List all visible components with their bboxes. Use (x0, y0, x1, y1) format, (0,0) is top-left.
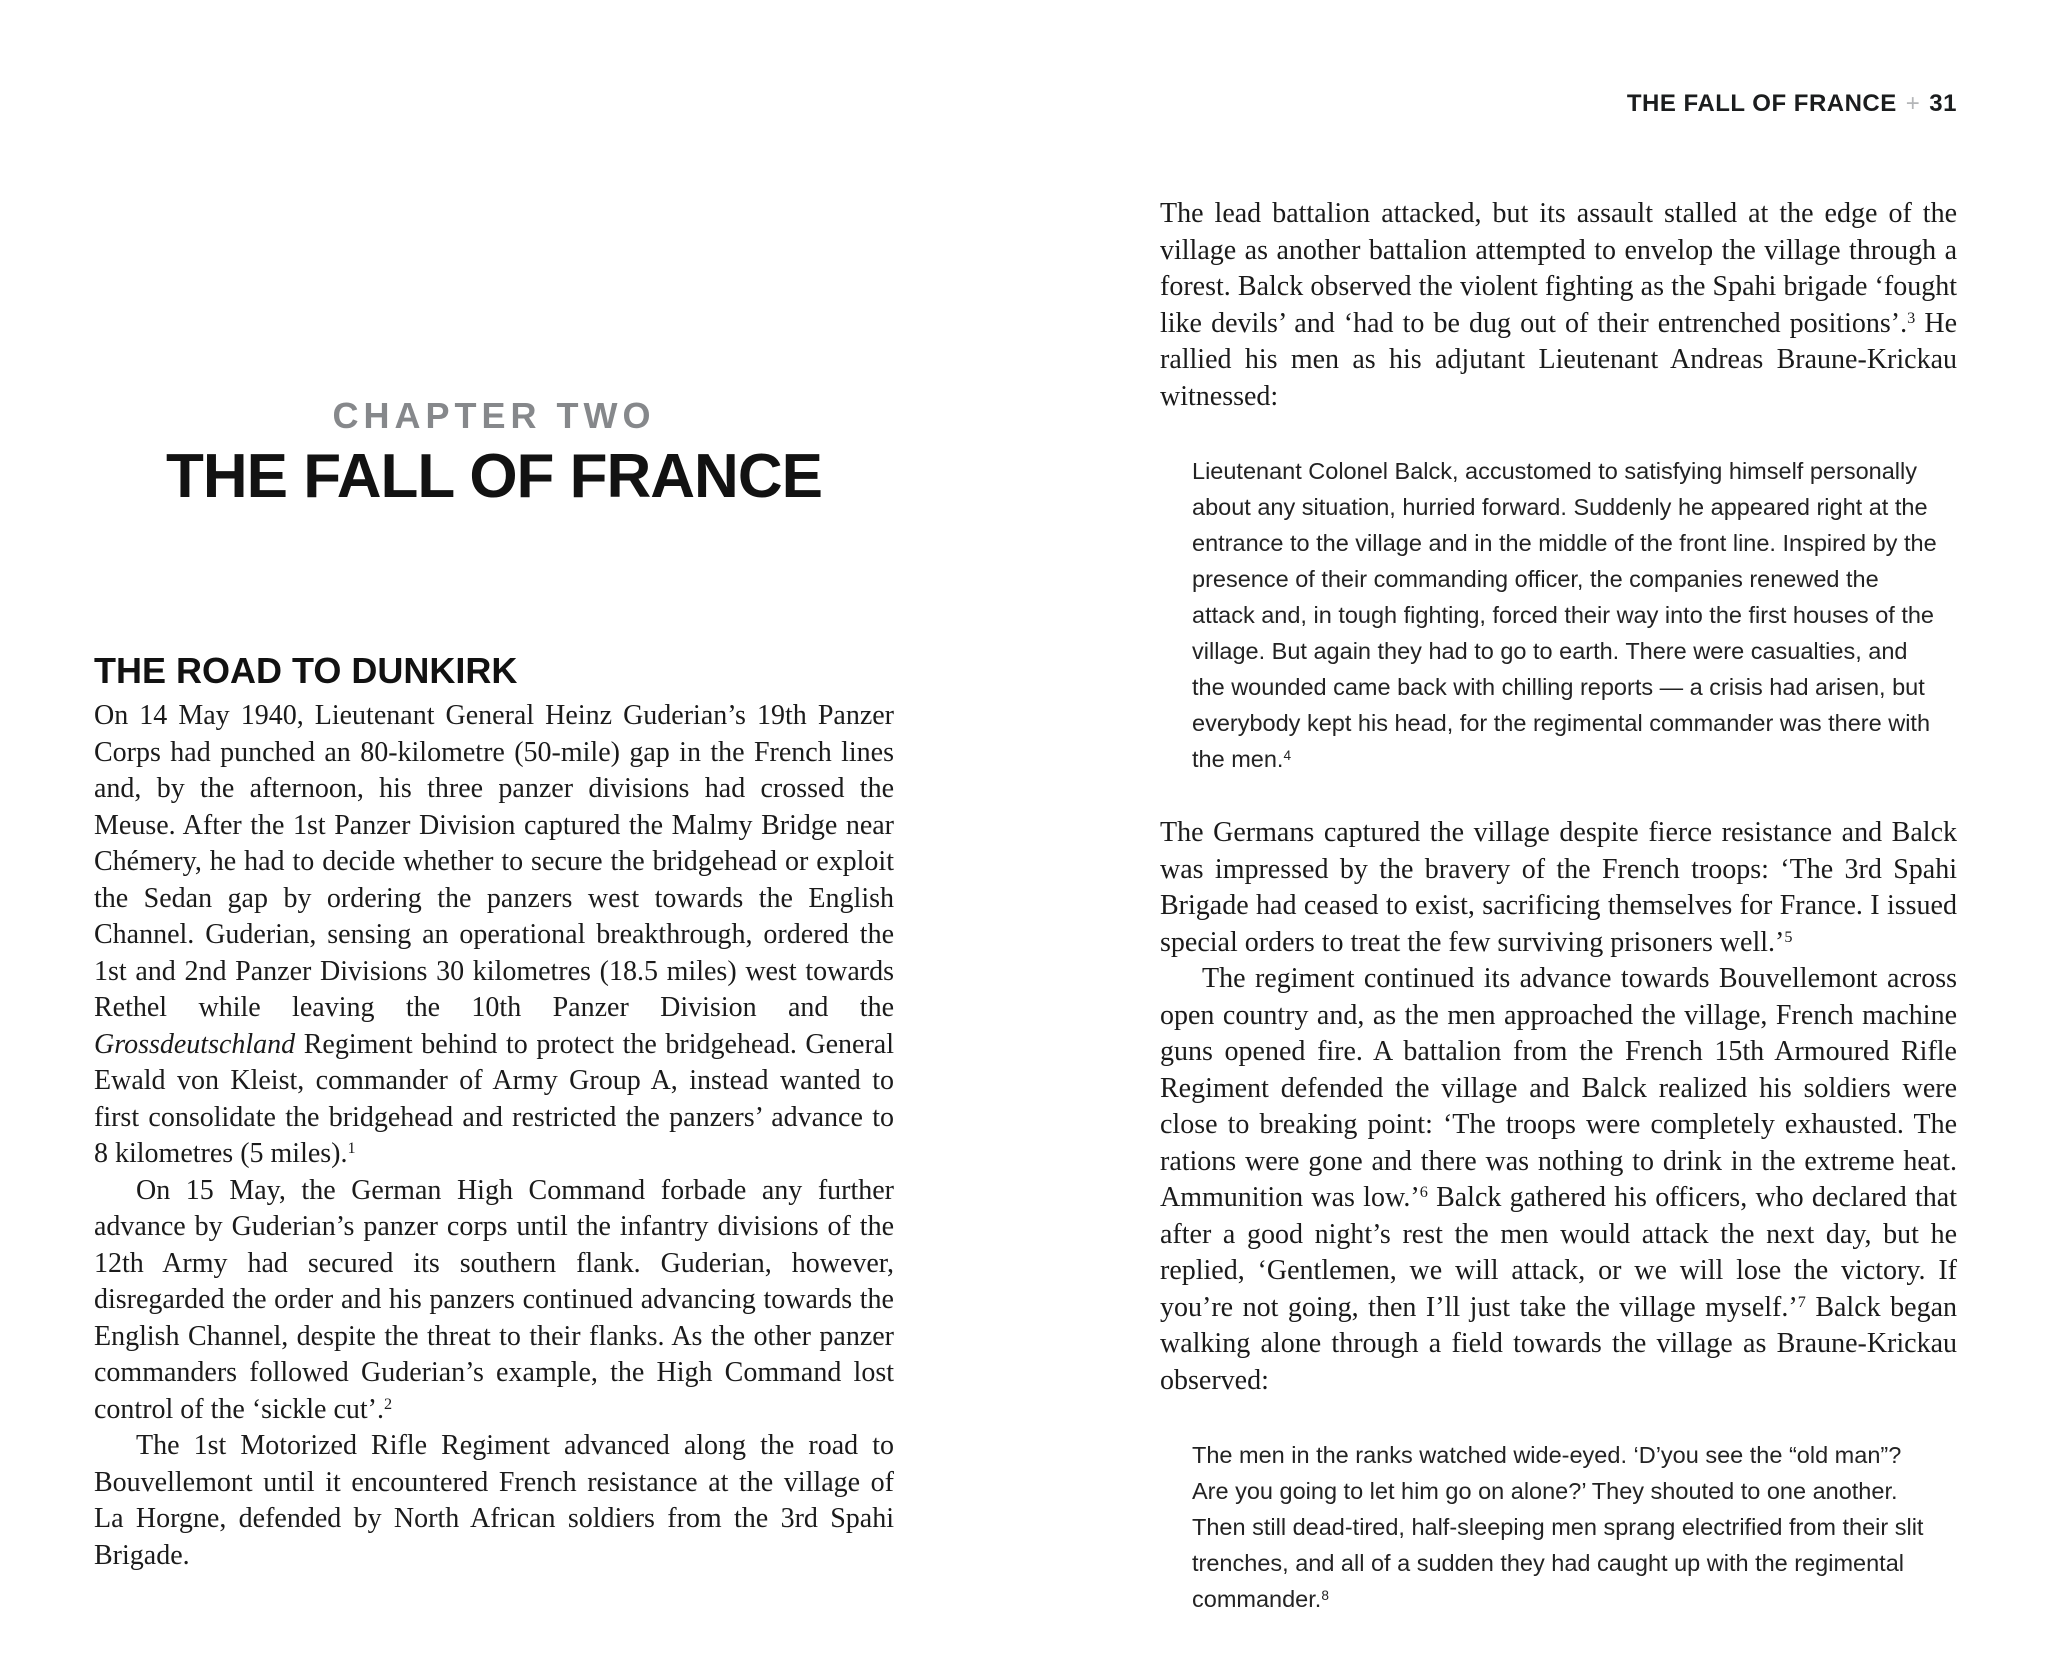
header-separator: + (1905, 90, 1921, 117)
italic-text: Grossdeutschland (94, 1028, 296, 1060)
body-paragraph (94, 1428, 894, 1574)
right-page-text-column (1160, 196, 1957, 1655)
text-run: The regiment continued its advance towards Bouvellemont across open country and, as the men approached the village, French machine guns opened fire. A battalion from the French 15th Armoured Rifle Regiment defended the village and Balck realized his soldiers were close to breaking point: ‘The troops were completely exhausted. The rations were gone and there was nothing to drink in the extreme heat. Ammunition was low.’ (1160, 963, 1957, 1213)
body-paragraph (1160, 961, 1957, 1399)
text-run: The 1st Motorized Rifle Regiment advanced along the road to Bouvellemont until it encountered French resistance at the village of La Horgne, defended by North African soldiers from the 3rd Spahi Brigade. (94, 1430, 894, 1571)
right-page (1160, 0, 1958, 1612)
body-paragraph (94, 698, 894, 1173)
running-title: THE FALL OF FRANCE (1626, 90, 1897, 117)
left-page (94, 0, 894, 1586)
page-number: 31 (1929, 90, 1957, 117)
block-quote (1192, 453, 1937, 777)
footnote-marker: 2 (384, 1394, 393, 1413)
text-run: The men in the ranks watched wide-eyed. ‘D’you see the “old man”? Are you going to let him go on alone?’ They shouted to one another. Then still dead-tired, half-sleeping men sprang electrified from their slit trenches, and all of a sudden they had caught up with the regimental commander. (1192, 1442, 1924, 1612)
footnote-marker: 3 (1907, 308, 1916, 327)
body-paragraph (94, 1173, 894, 1429)
text-run: Lieutenant Colonel Balck, accustomed to satisfying himself personally about any situation, hurried forward. Suddenly he appeared right at the entrance to the village and in the middle of the front line. Inspired by the presence of their commanding officer, the companies renewed the attack and, in tough fighting, forced their way into the first houses of the village. But again they had to go to earth. There were casualties, and the wounded came back with chilling reports — a crisis had arisen, but everybody kept his head, for the regimental commander was there with the men. (1192, 458, 1937, 772)
body-paragraph (1160, 196, 1957, 415)
section-heading: THE ROAD TO DUNKIRK (94, 650, 518, 691)
text-run: The Germans captured the village despite fierce resistance and Balck was impressed by the bravery of the French troops: ‘The 3rd Spahi Brigade had ceased to exist, sacrificing themselves for France. I issued special orders to treat the few surviving prisoners well.’ (1160, 817, 1957, 958)
chapter-number-label: CHAPTER TWO (332, 395, 656, 436)
block-quote (1192, 1437, 1937, 1617)
footnote-marker: 1 (347, 1139, 356, 1158)
body-paragraph (1160, 815, 1957, 961)
footnote-marker: 5 (1784, 927, 1793, 946)
running-header (1627, 90, 1957, 118)
text-run: He rallied his men as his adjutant Lieutenant Andreas Braune-Krickau witnessed: (1160, 307, 1957, 412)
footnote-marker: 7 (1797, 1292, 1806, 1311)
text-run: Balck began walking alone through a field towards the village as Braune-Krickau observed: (1160, 1291, 1958, 1396)
chapter-heading-block (94, 396, 894, 512)
text-run: On 14 May 1940, Lieutenant General Heinz Guderian’s 19th Panzer Corps had punched an 80-kilometre (50-mile) gap in the French lines and, by the afternoon, his three panzer divisions had crossed the Meuse. After the 1st Panzer Division captured the Malmy Bridge near Chémery, he had to decide whether to secure the bridgehead or exploit the Sedan gap by ordering the panzers west towards the English Channel. Guderian, sensing an operational breakthrough, ordered the 1st and 2nd Panzer Divisions 30 kilometres (18.5 miles) west towards Rethel while leaving the 10th Panzer Division and the (94, 700, 894, 1023)
left-page-text-column (94, 650, 894, 1574)
left-page-paragraphs (94, 698, 894, 1574)
footnote-marker: 6 (1419, 1183, 1428, 1202)
text-run: Balck gathered his officers, who declared that after a good night’s rest the men would attack the next day, but he replied, ‘Gentlemen, we will attack, or we will lose the victory. If you’re not going, then I’ll just take the village myself.’ (1160, 1182, 1957, 1323)
chapter-title: THE FALL OF FRANCE (166, 442, 822, 511)
footnote-marker: 4 (1283, 747, 1292, 763)
text-run: The lead battalion attacked, but its assault stalled at the edge of the village as another battalion attempted to envelop the village through a forest. Balck observed the violent fighting as the Spahi brigade ‘fought like devils’ and ‘had to be dug out of their entrenched positions’. (1160, 198, 1957, 339)
text-run: Regiment behind to protect the bridgehead. General Ewald von Kleist, commander of Army Group A, instead wanted to first consolidate the bridgehead and restricted the panzers’ advance to 8 kilometres (5 miles). (94, 1028, 894, 1169)
footnote-marker: 8 (1321, 1587, 1329, 1603)
text-run: On 15 May, the German High Command forbade any further advance by Guderian’s panzer corps until the infantry divisions of the 12th Army had secured its southern flank. Guderian, however, disregarded the order and his panzers continued advancing towards the English Channel, despite the threat to their flanks. As the other panzer commanders followed Guderian’s example, the High Command lost control of the ‘sickle cut’. (94, 1174, 894, 1425)
